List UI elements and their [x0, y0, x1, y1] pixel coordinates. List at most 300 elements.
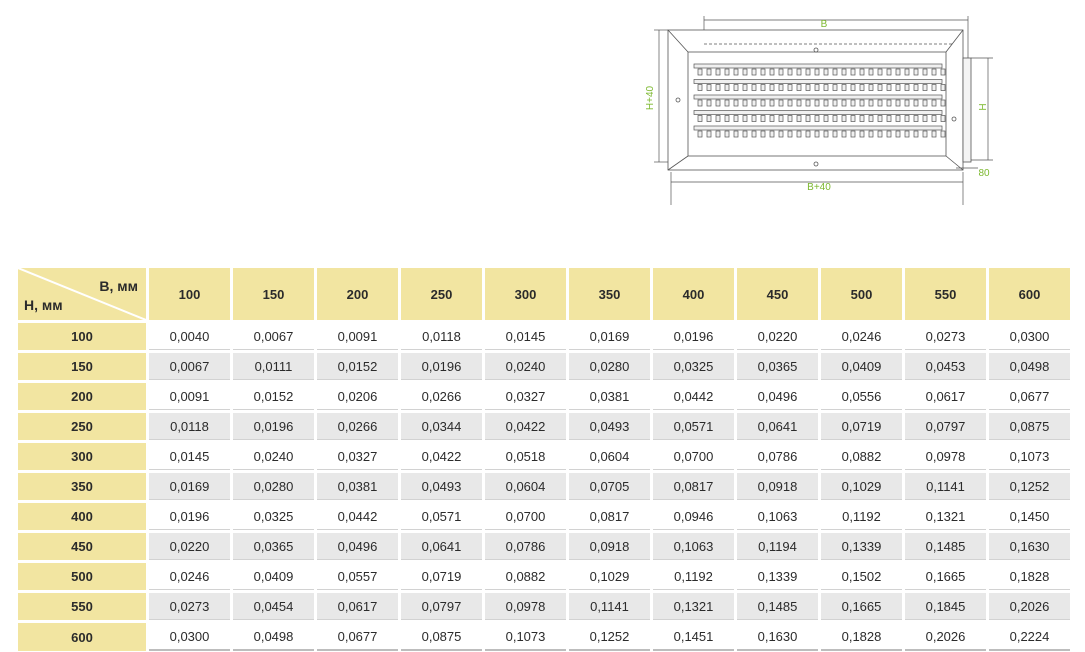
column-header-b: 150: [233, 268, 314, 320]
table-cell: 0,1665: [821, 593, 902, 620]
louvre-slat: [833, 131, 837, 137]
louvre-slat: [797, 85, 801, 91]
table-cell: 0,0266: [317, 413, 398, 440]
louvre-slat: [932, 100, 936, 106]
table-cell: 0,0300: [989, 323, 1070, 350]
table-cell: 0,1828: [821, 623, 902, 651]
louvre-slat: [905, 85, 909, 91]
louvre-slat: [914, 85, 918, 91]
table-cell: 0,0280: [569, 353, 650, 380]
table-cell: 0,0196: [401, 353, 482, 380]
table-cell: 0,0240: [233, 443, 314, 470]
table-cell: 0,0220: [737, 323, 818, 350]
louvre-slat: [842, 131, 846, 137]
dim-b-label: B: [820, 19, 828, 30]
louvre-slat: [716, 100, 720, 106]
louvre-slat: [797, 131, 801, 137]
table-cell: 0,1339: [737, 563, 818, 590]
louvre-slat: [761, 131, 765, 137]
table-cell: 0,0040: [149, 323, 230, 350]
table-cell: 0,2026: [989, 593, 1070, 620]
louvre-slat: [743, 69, 747, 75]
louvre-blade: [694, 64, 942, 68]
table-cell: 0,0700: [485, 503, 566, 530]
table-cell: 0,0169: [149, 473, 230, 500]
louvre-slat: [707, 131, 711, 137]
table-row: [18, 383, 1070, 410]
table-cell: 0,0344: [401, 413, 482, 440]
free-area-table: [15, 268, 1073, 651]
table-cell: 0,0327: [317, 443, 398, 470]
louvre-slat: [815, 131, 819, 137]
louvre-slat: [833, 100, 837, 106]
table-cell: 0,1845: [905, 593, 986, 620]
column-header-b: 200: [317, 268, 398, 320]
table-cell: 0,0240: [485, 353, 566, 380]
louvre-slat: [824, 69, 828, 75]
table-cell: 0,1194: [737, 533, 818, 560]
louvre-slat: [770, 116, 774, 122]
table-cell: 0,0518: [485, 443, 566, 470]
louvre-slat: [734, 69, 738, 75]
table-cell: 0,0220: [149, 533, 230, 560]
louvre-slat: [743, 131, 747, 137]
screw-hole-icon: [814, 162, 818, 166]
louvre-slat: [833, 85, 837, 91]
louvre-slat: [815, 85, 819, 91]
louvre-slat: [788, 116, 792, 122]
louvre-slat: [770, 85, 774, 91]
louvre-slat: [914, 131, 918, 137]
table-cell: 0,1252: [989, 473, 1070, 500]
louvre-slat: [833, 69, 837, 75]
table-cell: 0,1192: [821, 503, 902, 530]
louvre-slat: [941, 131, 945, 137]
table-cell: 0,0300: [149, 623, 230, 651]
louvre-slat: [725, 85, 729, 91]
table-cell: 0,1451: [653, 623, 734, 651]
louvre-slat: [860, 85, 864, 91]
table-cell: 0,0641: [401, 533, 482, 560]
louvre-slat: [851, 100, 855, 106]
louvre-slat: [734, 116, 738, 122]
louvre-slat: [860, 131, 864, 137]
louvre-slat: [887, 69, 891, 75]
louvre-slat: [806, 131, 810, 137]
louvre-slat: [923, 69, 927, 75]
louvre-slat: [788, 100, 792, 106]
table-cell: 0,0365: [737, 353, 818, 380]
table-row: [18, 353, 1070, 380]
table-cell: 0,0496: [737, 383, 818, 410]
table-cell: 0,0145: [149, 443, 230, 470]
louvre-slat: [779, 116, 783, 122]
column-header-b: 400: [653, 268, 734, 320]
louvre-slat: [752, 116, 756, 122]
table-cell: 0,1339: [821, 533, 902, 560]
louvre-slat: [779, 69, 783, 75]
table-cell: 0,1252: [569, 623, 650, 651]
louvre-slat: [833, 116, 837, 122]
louvre-slat: [896, 131, 900, 137]
row-header-h: 550: [18, 593, 146, 620]
dim-h-label: H: [978, 103, 989, 111]
table-cell: 0,1029: [569, 563, 650, 590]
table-cell: 0,0817: [569, 503, 650, 530]
table-cell: 0,0273: [905, 323, 986, 350]
table-cell: 0,0817: [653, 473, 734, 500]
louvre-blade: [694, 111, 942, 115]
table-cell: 0,0381: [569, 383, 650, 410]
louvre-slat: [887, 131, 891, 137]
table-cell: 0,0978: [905, 443, 986, 470]
table-cell: 0,0442: [653, 383, 734, 410]
table-row: [18, 323, 1070, 350]
louvre-slat: [698, 85, 702, 91]
table-cell: 0,0946: [653, 503, 734, 530]
table-cell: 0,0882: [485, 563, 566, 590]
table-cell: 0,0206: [317, 383, 398, 410]
table-cell: 0,0604: [569, 443, 650, 470]
louvre-blade: [694, 80, 942, 84]
row-axis-label: H, мм: [24, 297, 63, 313]
louvre-slat: [752, 100, 756, 106]
louvre-slat: [905, 100, 909, 106]
table-cell: 0,0422: [485, 413, 566, 440]
table-row: [18, 563, 1070, 590]
louvre-slat: [725, 116, 729, 122]
table-cell: 0,0978: [485, 593, 566, 620]
louvre-slat: [941, 69, 945, 75]
louvre-slat: [851, 69, 855, 75]
louvre-slat: [743, 85, 747, 91]
louvre-slat: [806, 100, 810, 106]
row-header-h: 100: [18, 323, 146, 350]
louvre-slat: [806, 116, 810, 122]
louvre-slat: [752, 131, 756, 137]
table-cell: 0,1828: [989, 563, 1070, 590]
column-header-b: 350: [569, 268, 650, 320]
louvre-blade: [694, 95, 942, 99]
louvre-slat: [770, 69, 774, 75]
table-cell: 0,1630: [989, 533, 1070, 560]
table-cell: 0,1485: [905, 533, 986, 560]
area-table: [18, 268, 1073, 651]
louvre-slat: [842, 69, 846, 75]
table-cell: 0,0409: [821, 353, 902, 380]
row-header-h: 250: [18, 413, 146, 440]
louvre-slat: [752, 85, 756, 91]
louvre-slat: [941, 100, 945, 106]
louvre-slat: [914, 116, 918, 122]
table-cell: 0,1141: [569, 593, 650, 620]
louvre-slat: [788, 131, 792, 137]
louvre-slat: [878, 69, 882, 75]
louvre-slat: [905, 131, 909, 137]
louvre-slat: [743, 116, 747, 122]
table-cell: 0,0381: [317, 473, 398, 500]
louvre-slat: [779, 131, 783, 137]
louvre-slat: [698, 116, 702, 122]
louvre-slat: [860, 116, 864, 122]
louvre-slat: [743, 100, 747, 106]
louvre-slat: [842, 85, 846, 91]
dim-h40-label: H+40: [645, 85, 656, 111]
table-cell: 0,0875: [401, 623, 482, 651]
column-header-b: 550: [905, 268, 986, 320]
table-cell: 0,0327: [485, 383, 566, 410]
louvre-slat: [932, 69, 936, 75]
louvre-slat: [851, 85, 855, 91]
table-cell: 0,0280: [233, 473, 314, 500]
louvre-slat: [716, 85, 720, 91]
table-cell: 0,0365: [233, 533, 314, 560]
screw-hole-icon: [952, 117, 956, 121]
table-cell: 0,0719: [401, 563, 482, 590]
louvre-slat: [707, 116, 711, 122]
louvre-slat: [734, 100, 738, 106]
table-cell: 0,0677: [989, 383, 1070, 410]
dim-b40-label: B+40: [807, 182, 831, 193]
table-cell: 0,0091: [149, 383, 230, 410]
table-cell: 0,0556: [821, 383, 902, 410]
louvre-slat: [815, 100, 819, 106]
louvre-slat: [707, 69, 711, 75]
row-header-h: 500: [18, 563, 146, 590]
dim-80-label: 80: [978, 168, 990, 179]
table-cell: 0,0453: [905, 353, 986, 380]
table-cell: 0,0422: [401, 443, 482, 470]
louvre-slat: [815, 116, 819, 122]
table-body: [18, 320, 1070, 651]
louvre-slat: [761, 69, 765, 75]
table-cell: 0,0498: [989, 353, 1070, 380]
louvre-blade: [694, 126, 942, 130]
table-cell: 0,0118: [401, 323, 482, 350]
table-cell: 0,0677: [317, 623, 398, 651]
table-cell: 0,0496: [317, 533, 398, 560]
louvre-slat: [860, 69, 864, 75]
table-cell: 0,0617: [317, 593, 398, 620]
column-header-b: 600: [989, 268, 1070, 320]
table-cell: 0,0111: [233, 353, 314, 380]
louvre-slat: [716, 69, 720, 75]
table-cell: 0,0196: [653, 323, 734, 350]
table-cell: 0,1073: [989, 443, 1070, 470]
louvre-slat: [860, 100, 864, 106]
louvre-slat: [869, 85, 873, 91]
table-cell: 0,0641: [737, 413, 818, 440]
row-header-h: 150: [18, 353, 146, 380]
table-cell: 0,0273: [149, 593, 230, 620]
louvre-slat: [923, 131, 927, 137]
louvre-slat: [941, 85, 945, 91]
louvre-slat: [698, 131, 702, 137]
louvre-slat: [725, 69, 729, 75]
louvre-slat: [905, 69, 909, 75]
louvre-slat: [842, 116, 846, 122]
louvre-slat: [896, 100, 900, 106]
table-cell: 0,0067: [233, 323, 314, 350]
louvre-slat: [707, 85, 711, 91]
louvre-slat: [905, 116, 909, 122]
table-cell: 0,0091: [317, 323, 398, 350]
louvre-slat: [788, 69, 792, 75]
louvre-slat: [752, 69, 756, 75]
louvre-blades: [694, 64, 945, 137]
table-cell: 0,1485: [737, 593, 818, 620]
louvre-slat: [698, 69, 702, 75]
table-cell: 0,1630: [737, 623, 818, 651]
table-cell: 0,0882: [821, 443, 902, 470]
louvre-slat: [923, 100, 927, 106]
table-cell: 0,0571: [653, 413, 734, 440]
louvre-slat: [734, 131, 738, 137]
louvre-slat: [932, 85, 936, 91]
louvre-slat: [761, 100, 765, 106]
louvre-slat: [788, 85, 792, 91]
table-row: [18, 533, 1070, 560]
table-row: [18, 593, 1070, 620]
row-header-h: 350: [18, 473, 146, 500]
table-cell: 0,0196: [149, 503, 230, 530]
louvre-slat: [923, 116, 927, 122]
table-row: [18, 413, 1070, 440]
table-cell: 0,1502: [821, 563, 902, 590]
table-cell: 0,0786: [737, 443, 818, 470]
table-cell: 0,0498: [233, 623, 314, 651]
louvre-slat: [896, 69, 900, 75]
table-cell: 0,0918: [737, 473, 818, 500]
louvre-slat: [698, 100, 702, 106]
table-row: [18, 623, 1070, 651]
table-cell: 0,1063: [653, 533, 734, 560]
column-header-b: 500: [821, 268, 902, 320]
table-cell: 0,0266: [401, 383, 482, 410]
louvre-slat: [887, 100, 891, 106]
louvre-slat: [707, 100, 711, 106]
louvre-slat: [923, 85, 927, 91]
louvre-slat: [932, 116, 936, 122]
table-cell: 0,0118: [149, 413, 230, 440]
table-corner-cell: [18, 268, 146, 320]
table-cell: 0,1450: [989, 503, 1070, 530]
table-cell: 0,0705: [569, 473, 650, 500]
table-cell: 0,0196: [233, 413, 314, 440]
column-header-b: 100: [149, 268, 230, 320]
table-row: [18, 503, 1070, 530]
louvre-slat: [725, 131, 729, 137]
louvre-slat: [869, 131, 873, 137]
table-cell: 0,0145: [485, 323, 566, 350]
louvre-slat: [824, 116, 828, 122]
grille-technical-drawing: [638, 10, 998, 210]
louvre-slat: [878, 116, 882, 122]
table-cell: 0,0409: [233, 563, 314, 590]
table-cell: 0,1321: [653, 593, 734, 620]
table-cell: 0,0152: [233, 383, 314, 410]
table-cell: 0,1141: [905, 473, 986, 500]
louvre-slat: [941, 116, 945, 122]
table-cell: 0,0152: [317, 353, 398, 380]
table-cell: 0,0557: [317, 563, 398, 590]
table-cell: 0,1192: [653, 563, 734, 590]
louvre-slat: [896, 116, 900, 122]
louvre-slat: [824, 131, 828, 137]
table-cell: 0,0918: [569, 533, 650, 560]
louvre-slat: [779, 100, 783, 106]
louvre-slat: [770, 131, 774, 137]
louvre-slat: [932, 131, 936, 137]
louvre-slat: [851, 116, 855, 122]
louvre-slat: [878, 85, 882, 91]
table-cell: 0,0169: [569, 323, 650, 350]
louvre-slat: [824, 85, 828, 91]
louvre-slat: [887, 85, 891, 91]
table-cell: 0,0325: [233, 503, 314, 530]
table-header-row: [18, 268, 1070, 320]
table-cell: 0,0797: [905, 413, 986, 440]
column-header-b: 300: [485, 268, 566, 320]
table-cell: 0,2224: [989, 623, 1070, 651]
louvre-slat: [914, 100, 918, 106]
column-header-b: 450: [737, 268, 818, 320]
table-cell: 0,1665: [905, 563, 986, 590]
louvre-slat: [770, 100, 774, 106]
table-row: [18, 443, 1070, 470]
louvre-slat: [824, 100, 828, 106]
table-cell: 0,0719: [821, 413, 902, 440]
grille-schematic: [638, 10, 998, 210]
louvre-slat: [806, 69, 810, 75]
louvre-slat: [914, 69, 918, 75]
screw-hole-icon: [814, 48, 818, 52]
louvre-slat: [806, 85, 810, 91]
louvre-slat: [734, 85, 738, 91]
louvre-slat: [797, 100, 801, 106]
table-cell: 0,0454: [233, 593, 314, 620]
row-header-h: 400: [18, 503, 146, 530]
table-cell: 0,0786: [485, 533, 566, 560]
column-header-b: 250: [401, 268, 482, 320]
louvre-slat: [815, 69, 819, 75]
table-cell: 0,0067: [149, 353, 230, 380]
louvre-slat: [851, 131, 855, 137]
louvre-slat: [869, 100, 873, 106]
table-cell: 0,0246: [149, 563, 230, 590]
table-cell: 0,0700: [653, 443, 734, 470]
louvre-slat: [725, 100, 729, 106]
table-cell: 0,0325: [653, 353, 734, 380]
louvre-slat: [878, 131, 882, 137]
table-cell: 0,0604: [485, 473, 566, 500]
louvre-slat: [716, 116, 720, 122]
row-header-h: 200: [18, 383, 146, 410]
louvre-slat: [761, 116, 765, 122]
louvre-slat: [842, 100, 846, 106]
table-cell: 0,1073: [485, 623, 566, 651]
table-row: [18, 473, 1070, 500]
table-cell: 0,1063: [737, 503, 818, 530]
row-header-h: 450: [18, 533, 146, 560]
row-header-h: 300: [18, 443, 146, 470]
table-cell: 0,2026: [905, 623, 986, 651]
louvre-slat: [797, 116, 801, 122]
louvre-slat: [716, 131, 720, 137]
table-cell: 0,0246: [821, 323, 902, 350]
louvre-slat: [797, 69, 801, 75]
table-cell: 0,0875: [989, 413, 1070, 440]
